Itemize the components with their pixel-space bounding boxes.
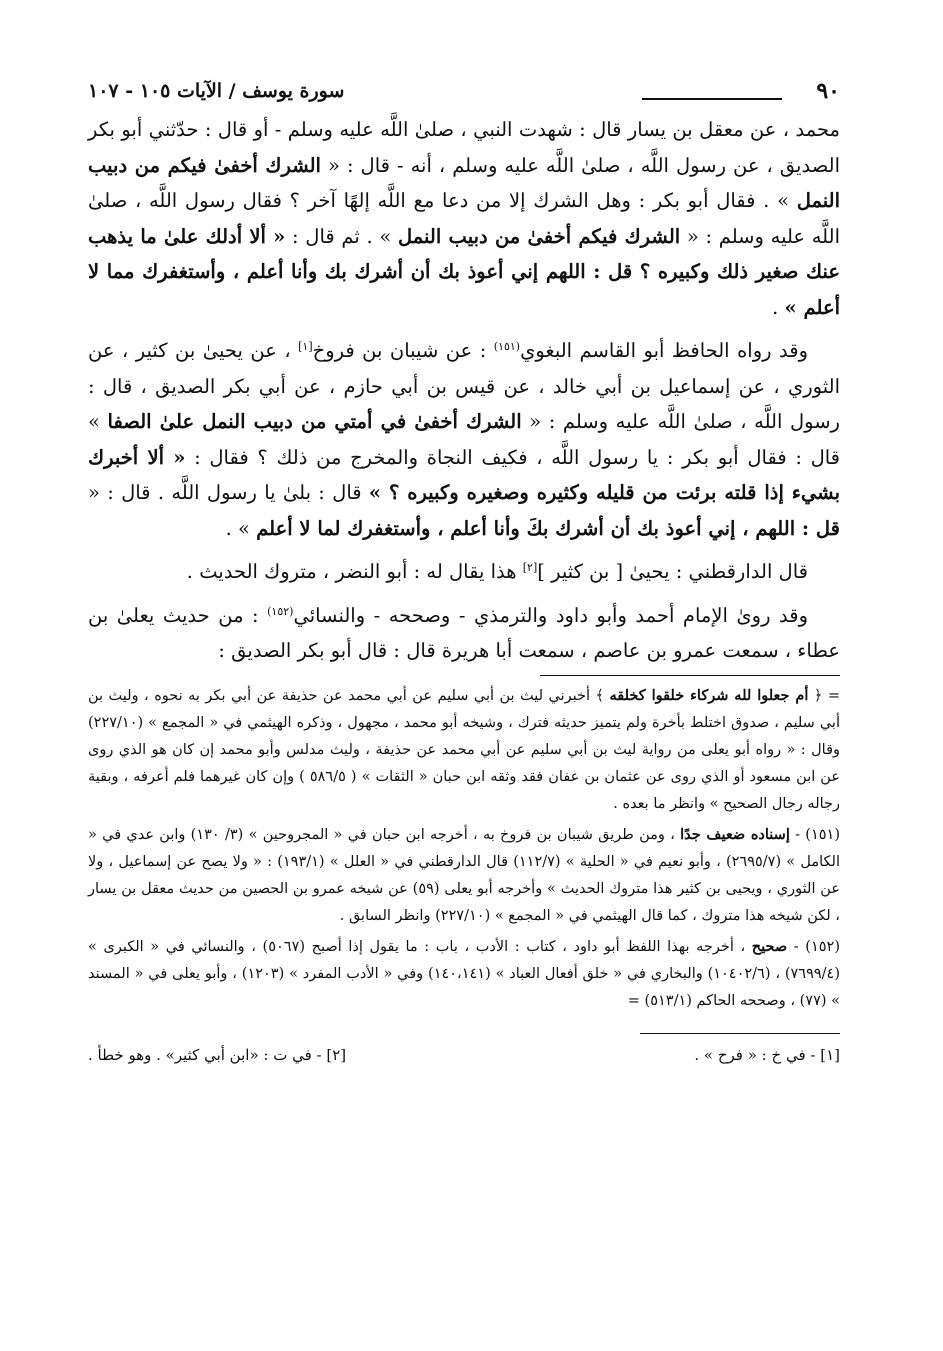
running-title: سورة يوسف / الآيات ١٠٥ - ١٠٧ bbox=[88, 80, 345, 102]
footnote-151 bbox=[88, 821, 840, 930]
main-text bbox=[88, 112, 840, 669]
page-number: ٩٠ bbox=[816, 78, 840, 104]
hadith-quote: قل : اللهم ، إني أعوذ بك أن أشرك بكَ وأنا أعلم ، وأستغفرك لما لا أعلم bbox=[256, 516, 840, 540]
paragraph-4 bbox=[88, 598, 840, 669]
footnote-continued bbox=[88, 682, 840, 818]
grading: صحيح bbox=[751, 937, 788, 955]
paragraph-3 bbox=[88, 554, 840, 590]
text: محمد ، عن معقل بن يسار قال : شهدت النبي ، صلىٰ اللَّه عليه وسلم - أو قال : حدّثني أبو بكر الصديق ، عن رسول اللَّه ، صلىٰ اللَّه عليه وسلم ، أنه - قال : « bbox=[88, 118, 840, 177]
note-1: [١] - في خ : « فرح » . bbox=[694, 1045, 840, 1064]
text: » . فقال أبو بكر : وهل الشرك إلا من دعا مع اللَّه إلهًا آخر ؟ فقال رسول اللَّه ، صلىٰ اللَّه عليه وسلم : « bbox=[88, 189, 840, 248]
note-ref: [٢] bbox=[522, 561, 538, 574]
note-ref: [١] bbox=[298, 340, 313, 353]
text: قال الدارقطني : يحيىٰ [ بن كثير ] bbox=[537, 560, 808, 583]
text: : عن شيبان بن فروخ bbox=[312, 339, 494, 362]
header-rule bbox=[642, 98, 782, 100]
hadith-quote: الشرك فيكم أخفىٰ من دبيب النمل bbox=[398, 224, 681, 248]
manuscript-notes bbox=[88, 1046, 840, 1076]
footnote-number: (١٥١) - bbox=[789, 826, 840, 843]
text: ﴾ أخبرني ليث بن أبي سليم عن أبي محمد عن حذيفة عن أبي بكر به نحوه ، وليث بن أبي سليم ، صدوق اختلط بأخرة ولم يتميز حديثه فترك ، وشيخه أبو محمد ، مجهول ، وذكره الهيثمي في « المجمع » (٢٢٧/١٠) وقال : « رواه أبو يعلى من رواية ليث بن أبي سليم عن أبي محمد عن حذيفة ، وليث مدلس وأبو محمد إن كان هو الذي روى عن ابن مسعود أو الذي روى عن عثمان بن عفان فقد وثقه ابن حبان « الثقات » ( ٥٨٦/٥ ) وإن كان غيرهما فلم أعرفه ، وبقية رجاله رجال الصحيح » وانظر ما بعده . bbox=[88, 687, 840, 812]
footnote-number: (١٥٢) - bbox=[787, 938, 841, 955]
text: . bbox=[772, 295, 785, 319]
hadith-quote: « ألا أدلك علىٰ ما يذهب عنك صغير ذلك وكبيره ؟ قل : اللهم إني أعوذ بك أن أشرك بك وأنا أعلم ، وأستغفرك مما لا أعلم » bbox=[88, 224, 840, 319]
text: » . ثم قال : bbox=[285, 224, 398, 248]
grading: إسناده ضعيف جدًا bbox=[680, 825, 790, 843]
footnote-separator bbox=[540, 675, 840, 676]
text: » . bbox=[225, 516, 257, 540]
paragraph-2 bbox=[88, 333, 840, 546]
text: » قال : فقال أبو بكر : يا رسول اللَّه ، فكيف النجاة والمخرج من ذلك ؟ فقال : bbox=[88, 410, 840, 469]
footnote-152 bbox=[88, 933, 840, 1015]
paragraph-1 bbox=[88, 112, 840, 325]
text: قال : بلىٰ يا رسول اللَّه . قال : « bbox=[88, 481, 369, 504]
hadith-quote: الشرك أخفىٰ فيكم من دبيب النمل bbox=[88, 153, 840, 212]
hadith-quote: الشرك أخفىٰ في أمتي من دبيب النمل علىٰ الصفا bbox=[107, 410, 522, 433]
footnote-ref: (١٥١) bbox=[493, 340, 521, 353]
text: : من حديث يعلىٰ بن عطاء ، سمعت عمرو بن عاصم ، سمعت أبا هريرة قال : قال أبو بكر الصديق : bbox=[88, 603, 840, 662]
text: وقد رواه الحافظ أبو القاسم البغوي bbox=[520, 339, 808, 362]
footnote-ref: (١٥٢) bbox=[267, 604, 294, 618]
footnotes bbox=[88, 682, 840, 1015]
text: هذا يقال له : أبو النضر ، متروك الحديث . bbox=[186, 560, 523, 583]
text: ، عن يحيىٰ بن كثير ، عن الثوري ، عن إسماعيل بن أبي خالد ، عن قيس بن أبي حازم ، عن أبي بكر الصديق ، قال : رسول اللَّه ، صلىٰ اللَّه عليه وسلم : « bbox=[88, 339, 840, 433]
text: وقد روىٰ الإمام أحمد وأبو داود والترمذي - وصححه - والنسائي bbox=[293, 603, 808, 627]
note-2: [٢] - في ت : «ابن أبي كثير» . وهو خطأ . bbox=[88, 1045, 347, 1064]
text: ، ومن طريق شيبان بن فروخ به ، أخرجه ابن حبان في « المجروحين » (٣/ ١٣٠) وابن عدي في « الكامل » (٢٦٩٥/٧) ، وأبو نعيم في « الحلية » (١١٢/٧) قال الدارقطني في « العلل » (١٩٣/١) : « ولا يصح عن إسماعيل ، ولا عن الثوري ، ويحيى بن كثير هذا متروك الحديث » وأخرجه أبو يعلى (٥٩) عن شيخه عمرو بن الحصين من حديث معقل بن يسار ، لكن شيخه هذا متروك ، كما قال الهيثمي في « المجمع » (٢٢٧/١٠) وانظر السابق . bbox=[88, 826, 840, 924]
notes-separator bbox=[640, 1033, 840, 1034]
hadith-quote: « ألا أخبرك بشيء إذا قلته برئت من قليله وكثيره وصغيره وكبيره ؟ » bbox=[88, 445, 841, 504]
page-header bbox=[88, 78, 840, 112]
text: ، أخرجه بهذا اللفظ أبو داود ، كتاب : الأدب ، باب : ما يقول إذا أصبح (٥٠٦٧) ، والنسائي في « الكبرى » (٧٦٩٩/٤) ، (١٠٤٠٢/٦) والبخاري في « خلق أفعال العباد » (١٤٠،١٤١) وفي « الأدب المفرد » (١٢٠٣) ، وأبو يعلى في « المسند » (٧٧) ، وصححه الحاكم (٥١٣/١) = bbox=[88, 938, 841, 1009]
quran-quote: أم جعلوا لله شركاء خلقوا كخلقه bbox=[609, 686, 809, 704]
text: = ﴿ bbox=[808, 687, 840, 704]
book-page bbox=[88, 78, 840, 1076]
